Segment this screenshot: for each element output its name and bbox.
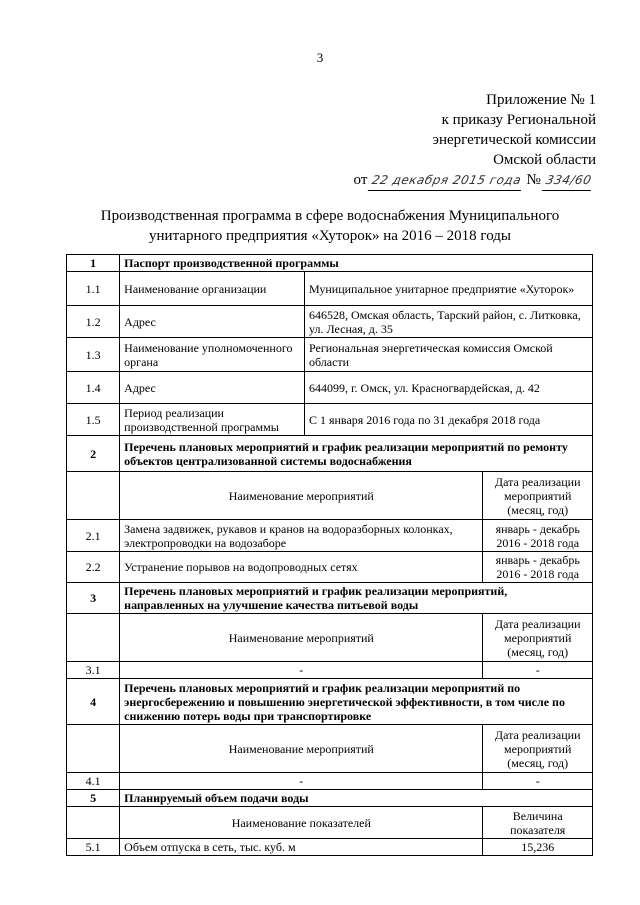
table-row — [67, 520, 593, 552]
document-title — [60, 206, 600, 246]
table-row — [67, 306, 593, 338]
empty-cell — [67, 472, 120, 520]
column-header: Наименование мероприятий — [120, 725, 483, 773]
section-number: 5 — [67, 790, 120, 807]
handwritten-date: 22 декабря 2015 года — [368, 170, 526, 191]
page-number: 3 — [316, 50, 324, 65]
section-heading: Перечень плановых мероприятий и график реализации мероприятий по ремонту объектов централизованной системы водоснабжения — [120, 436, 593, 472]
column-header: Дата реализации мероприятий (месяц, год) — [483, 725, 593, 773]
section-header-row — [67, 790, 593, 807]
table-row — [67, 272, 593, 306]
section-heading: Перечень плановых мероприятий и график реализации мероприятий, направленных на улучшение качества питьевой воды — [120, 583, 593, 614]
column-header: Наименование показателей — [120, 807, 483, 839]
row-number: 1.4 — [67, 372, 120, 404]
section-heading: Перечень плановых мероприятий и график реализации мероприятий по энергосбережению и повышению энергетической эффективности, в том числе по снижению потерь воды при транспортировке — [120, 679, 593, 725]
empty-cell — [67, 725, 120, 773]
column-header: Наименование мероприятий — [120, 472, 483, 520]
table-row — [67, 404, 593, 436]
section-heading: Планируемый объем подачи воды — [120, 790, 593, 807]
row-number: 1.5 — [67, 404, 120, 436]
row-label: Адрес — [120, 372, 305, 404]
appendix-line: Омской области — [493, 152, 596, 168]
title-line: унитарного предприятия «Хуторок» на 2016 – 2018 годы — [149, 228, 511, 244]
table-row — [67, 552, 593, 583]
appendix-block — [354, 90, 596, 191]
column-header: Наименование мероприятий — [120, 614, 483, 662]
number-label: № — [526, 172, 541, 188]
measure-name: Замена задвижек, рукавов и кранов на водоразборных колонках, электропроводки на водозаборе — [120, 520, 483, 552]
empty-cell — [67, 807, 120, 839]
measure-date: январь - декабрь 2016 - 2018 года — [483, 552, 593, 583]
production-program-table — [66, 254, 593, 856]
column-header: Величина показателя — [483, 807, 593, 839]
column-header: Дата реализации мероприятий (месяц, год) — [483, 472, 593, 520]
section-number: 4 — [67, 679, 120, 725]
appendix-line: энергетической комиссии — [432, 132, 596, 148]
row-number: 1.2 — [67, 306, 120, 338]
section-heading: Паспорт производственной программы — [120, 255, 593, 272]
section-number: 2 — [67, 436, 120, 472]
measure-name: - — [120, 773, 483, 790]
column-header-row — [67, 472, 593, 520]
appendix-line: Приложение № 1 — [486, 92, 596, 108]
row-number: 2.2 — [67, 552, 120, 583]
column-header-row — [67, 614, 593, 662]
column-header: Дата реализации мероприятий (месяц, год) — [483, 614, 593, 662]
column-header-row — [67, 807, 593, 839]
measure-name: - — [120, 662, 483, 679]
row-number: 1.3 — [67, 338, 120, 372]
column-header-row — [67, 725, 593, 773]
section-number: 1 — [67, 255, 120, 272]
indicator-value: 15,236 — [483, 839, 593, 856]
appendix-line: к приказу Региональной — [441, 112, 596, 128]
handwritten-number: 334/60 — [542, 170, 596, 191]
section-header-row — [67, 583, 593, 614]
order-date-line — [354, 170, 596, 191]
section-header-row — [67, 679, 593, 725]
table-row — [67, 662, 593, 679]
row-number: 4.1 — [67, 773, 120, 790]
from-label: от — [353, 172, 368, 188]
empty-cell — [67, 614, 120, 662]
row-number: 3.1 — [67, 662, 120, 679]
table-row — [67, 773, 593, 790]
measure-date: - — [483, 773, 593, 790]
row-number: 2.1 — [67, 520, 120, 552]
measure-date: январь - декабрь 2016 - 2018 года — [483, 520, 593, 552]
row-label: Наименование организации — [120, 272, 305, 306]
row-value: 646528, Омская область, Тарский район, с. Литковка, ул. Лесная, д. 35 — [304, 306, 592, 338]
row-label: Адрес — [120, 306, 305, 338]
title-line: Производственная программа в сфере водоснабжения Муниципального — [100, 208, 560, 224]
row-value: 644099, г. Омск, ул. Красногвардейская, д. 42 — [304, 372, 592, 404]
measure-name: Устранение порывов на водопроводных сетях — [120, 552, 483, 583]
row-label: Наименование уполномоченного органа — [120, 338, 305, 372]
section-header-row — [67, 436, 593, 472]
table-row — [67, 372, 593, 404]
table-row — [67, 839, 593, 856]
indicator-name: Объем отпуска в сеть, тыс. куб. м — [120, 839, 483, 856]
row-value: Региональная энергетическая комиссия Омской области — [304, 338, 592, 372]
table-row — [67, 338, 593, 372]
row-label: Период реализации производственной программы — [120, 404, 305, 436]
row-number: 1.1 — [67, 272, 120, 306]
section-header-row — [67, 255, 593, 272]
measure-date: - — [483, 662, 593, 679]
row-number: 5.1 — [67, 839, 120, 856]
row-value: Муниципальное унитарное предприятие «Хуторок» — [304, 272, 592, 306]
row-value: С 1 января 2016 года по 31 декабря 2018 года — [304, 404, 592, 436]
section-number: 3 — [67, 583, 120, 614]
